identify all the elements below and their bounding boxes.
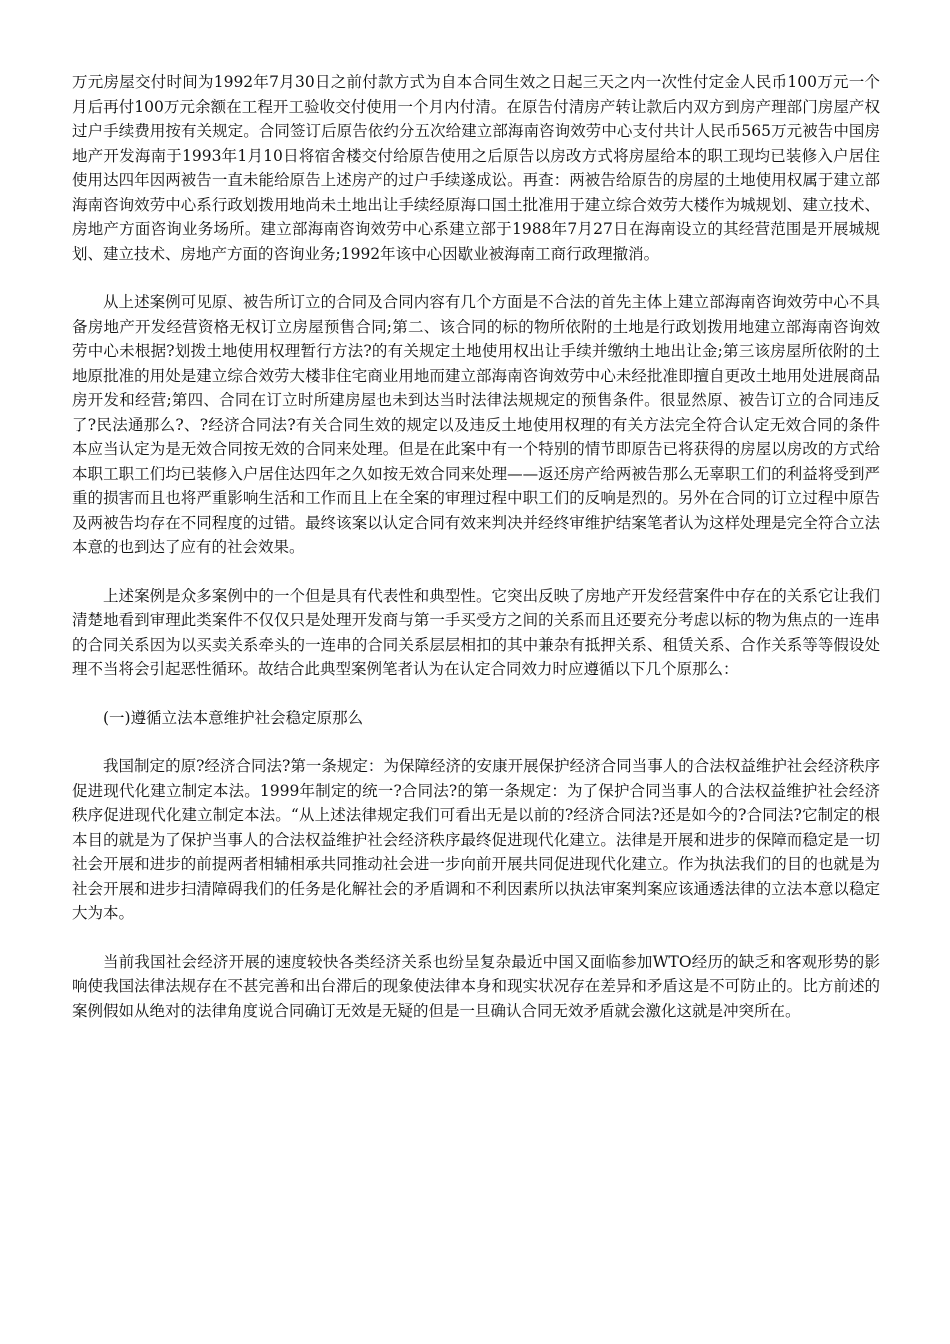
- paragraph-legislative-intent: 我国制定的原?经济合同法?第一条规定：为保障经济的安康开展保护经济合同当事人的合法权益维护社会经济秩序促进现代化建立制定本法。1999年制定的统一?合同法?的第一条规定：为了保护合同当事人的合法权益维护社会经济秩序促进现代化建立制定本法。“从上述法律规定我们可看出无是以前的?经济合同法?还是如今的?合同法?它制定的根本目的就是为了保护当事人的合法权益维护社会经济秩序最终促进现代化建立。法律是开展和进步的保障而稳定是一切社会开展和进步的前提两者相辅相承共同推动社会进一步向前开展共同促进现代化建立。作为执法我们的目的也就是为社会开展和进步扫清障碍我们的任务是化解社会的矛盾调和不利因素所以执法审案判案应该通透法律的立法本意以稳定大为本。: [72, 757, 880, 922]
- section-heading: (一)遵循立法本意维护社会稳定原那么: [103, 708, 364, 727]
- paragraph-current-situation: 当前我国社会经济开展的速度较快各类经济关系也纷呈复杂最近中国又面临参加WTO经历的缺乏和客观形势的影响使我国法律法规存在不甚完善和出台滞后的现象使法律本身和现实状况存在差异和矛盾这是不可防止的。比方前述的案例假如从绝对的法律角度说合同确订无效是无疑的但是一旦确认合同无效矛盾就会激化这就是冲突所在。: [72, 952, 880, 1020]
- document-body: [72, 70, 880, 1047]
- paragraph-case-analysis: 从上述案例可见原、被告所订立的合同及合同内容有几个方面是不合法的首先主体上建立部海南咨询效劳中心不具备房地产开发经营资格无权订立房屋预售合同;第二、该合同的标的物所依附的土地是行政划拨用地建立部海南咨询效劳中心未根据?划拨土地使用权理暂行方法?的有关规定土地使用权出让手续并缴纳土地出让金;第三该房屋所依附的土地原批准的用处是建立综合效劳大楼非住宅商业用地而建立部海南咨询效劳中心未经批准即擅自更改土地用处进展商品房开发和经营;第四、合同在订立时所建房屋也未到达当时法律法规规定的预售条件。很显然原、被告订立的合同违反了?民法通那么?、?经济合同法?有关合同生效的规定以及违反土地使用权理的有关方法完全符合认定无效合同的条件本应当认定为是无效合同按无效的合同来处理。但是在此案中有一个特别的情节即原告已将获得的房屋以房改的方式给本职工职工们均已装修入户居住达四年之久如按无效合同来处理——返还房产给两被告那么无辜职工们的利益将受到严重的损害而且也将严重影响生活和工作而且上在全案的审理过程中职工们的反响是烈的。另外在合同的订立过程中原告及两被告均存在不同程度的过错。最终该案以认定合同有效来判决并经终审维护结案笔者认为这样处理是完全符合立法本意的也到达了应有的社会效果。: [72, 293, 880, 556]
- paragraph-continuation: 万元房屋交付时间为1992年7月30日之前付款方式为自本合同生效之日起三天之内一次性付定金人民币100万元一个月后再付100万元余额在工程开工验收交付使用一个月内付清。在原告付清房产转让款后内双方到房产理部门房屋产权过户手续费用按有关规定。合同签订后原告依约分五次给建立部海南咨询效劳中心支付共计人民币565万元被告中国房地产开发海南于1993年1月10日将宿舍楼交付给原告使用之后原告以房改方式将房屋给本的职工现均已装修入户居住使用达四年因两被告一直未能给原告上述房产的过户手续遂成讼。再查：两被告给原告的房屋的土地使用权属于建立部海南咨询效劳中心系行政划拨用地尚未土地出让手续经原海口国土批准用于建立综合效劳大楼作为城规划、建立技术、房地产方面咨询业务场所。建立部海南咨询效劳中心系建立部于1988年7月27日在海南设立的其经营范围是开展城规划、建立技术、房地产方面的咨询业务;1992年该中心因歇业被海南工商行政理撤消。: [72, 73, 880, 263]
- paragraph-case-significance: 上述案例是众多案例中的一个但是具有代表性和典型性。它突出反映了房地产开发经营案件中存在的关系它让我们清楚地看到审理此类案件不仅仅只是处理开发商与第一手买受方之间的关系而且还要充分考虑以标的物为焦点的一连串的合同关系因为以买卖关系牵头的一连串的合同关系层层相扣的其中兼杂有抵押关系、租赁关系、合作关系等等假设处理不当将会引起恶性循环。故结合此典型案例笔者认为在认定合同效力时应遵循以下几个原那么：: [72, 586, 880, 678]
